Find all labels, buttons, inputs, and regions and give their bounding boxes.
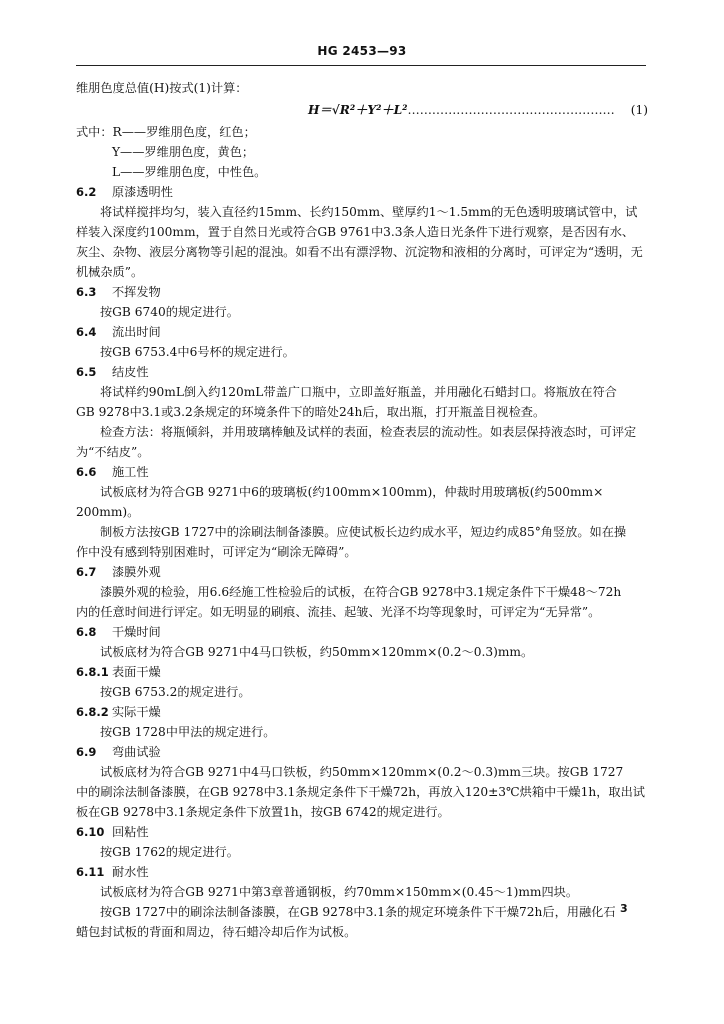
section-number: 6.8.1 [76, 665, 109, 679]
section-number: 6.7 [76, 565, 97, 579]
section-heading-6-5 [76, 362, 648, 382]
paragraph-line: 试板底材为符合GB 9271中第3章普通钢板，约70mm×150mm×(0.45～1)mm四块。 [100, 885, 579, 899]
section-title: 结皮性 [112, 365, 149, 379]
formula-line [76, 98, 648, 122]
section-number: 6.8.2 [76, 705, 109, 719]
standard-code-header: HG 2453—93 [317, 44, 407, 58]
paragraph-line: 按GB 6740的规定进行。 [100, 305, 239, 319]
section-heading-6-10 [76, 822, 648, 842]
paragraph-line: 内的任意时间进行评定。如无明显的刷痕、流挂、起皱、光泽不均等现象时，可评定为“无异常”。 [76, 605, 601, 619]
section-heading-6-8 [76, 622, 648, 642]
section-heading-6-2 [76, 182, 648, 202]
section-number: 6.8 [76, 625, 97, 639]
paragraph-line: 机械杂质”。 [76, 265, 144, 279]
paragraph-line: 试板底材为符合GB 9271中4马口铁板，约50mm×120mm×(0.2～0.3)mm。 [100, 645, 534, 659]
section-heading-6-8-2 [76, 702, 648, 722]
section-number: 6.3 [76, 285, 97, 299]
section-heading-6-6 [76, 462, 648, 482]
section-title: 原漆透明性 [112, 185, 173, 199]
paragraph-line: 按GB 1727中的刷涂法制备漆膜，在GB 9278中3.1条的规定环境条件下干燥72h后，用融化石 [100, 905, 616, 919]
section-number: 6.11 [76, 865, 105, 879]
paragraph-line: 蜡包封试板的背面和周边，待石蜡冷却后作为试板。 [76, 925, 357, 939]
paragraph-line: 按GB 6753.2的规定进行。 [100, 685, 251, 699]
paragraph-line: 检查方法：将瓶倾斜，并用玻璃棒触及试样的表面，检查表层的流动性。如表层保持液态时，可评定 [100, 425, 637, 439]
page-number: 3 [620, 902, 628, 915]
document-body [76, 78, 648, 942]
section-title: 干燥时间 [112, 625, 161, 639]
section-heading-6-4 [76, 322, 648, 342]
paragraph-line: 板在GB 9278中3.1条规定条件下放置1h，按GB 6742的规定进行。 [76, 805, 450, 819]
section-title: 施工性 [112, 465, 149, 479]
paragraph-line: 按GB 1762的规定进行。 [100, 845, 239, 859]
formula-number: (1) [630, 103, 648, 117]
section-number: 6.5 [76, 365, 97, 379]
paragraph-line: GB 9278中3.1或3.2条规定的环境条件下的暗处24h后，取出瓶，打开瓶盖目视检查。 [76, 405, 546, 419]
section-title: 流出时间 [112, 325, 161, 339]
formula-leader: …………………………………………… [407, 103, 615, 117]
paragraph-line: 试板底材为符合GB 9271中4马口铁板，约50mm×120mm×(0.2～0.3)mm三块。按GB 1727 [100, 765, 624, 779]
paragraph-line: 200mm)。 [76, 505, 140, 519]
section-heading-6-11 [76, 862, 648, 882]
section-title: 不挥发物 [112, 285, 161, 299]
section-title: 弯曲试验 [112, 745, 161, 759]
section-title: 回粘性 [112, 825, 149, 839]
paragraph-line: 样装入深度约100mm，置于自然日光或符合GB 9761中3.3条人造日光条件下进行观察，是否因有水、 [76, 225, 635, 239]
section-title: 表面干燥 [112, 665, 161, 679]
variable-y: Y——罗维朋色度，黄色； [112, 145, 255, 159]
formula-expression: H＝√R²＋Y²＋L²…………………………………………… [308, 103, 615, 117]
section-heading-6-9 [76, 742, 648, 762]
section-title: 漆膜外观 [112, 565, 161, 579]
paragraph-line: 按GB 1728中甲法的规定进行。 [100, 725, 276, 739]
variable-l: L——罗维朋色度，中性色。 [112, 165, 267, 179]
paragraph-line: 按GB 6753.4中6号杯的规定进行。 [100, 345, 295, 359]
paragraph-line: 制板方法按GB 1727中的涂刷法制备漆膜。应使试板长边约成水平，短边约成85°角竖放。如在操 [100, 525, 627, 539]
paragraph-line: 中的刷涂法制备漆膜，在GB 9278中3.1条规定条件下干燥72h，再放入120±3℃烘箱中干燥1h，取出试 [76, 785, 645, 799]
section-number: 6.9 [76, 745, 97, 759]
paragraph-line: 为“不结皮”。 [76, 445, 150, 459]
section-number: 6.10 [76, 825, 105, 839]
paragraph-line: 将试样搅拌均匀，装入直径约15mm、长约150mm、壁厚约1～1.5mm的无色透明玻璃试管中，试 [100, 205, 638, 219]
paragraph-line: 将试样约90mL倒入约120mL带盖广口瓶中，立即盖好瓶盖，并用融化石蜡封口。将瓶放在符合 [100, 385, 617, 399]
formula-intro: 维朋色度总值(H)按式(1)计算： [76, 81, 248, 95]
header-rule [76, 65, 646, 66]
section-number: 6.4 [76, 325, 97, 339]
paragraph-line: 试板底材为符合GB 9271中6的玻璃板(约100mm×100mm)，仲裁时用玻璃板(约500mm× [100, 485, 604, 499]
section-number: 6.6 [76, 465, 97, 479]
section-heading-6-3 [76, 282, 648, 302]
section-title: 耐水性 [112, 865, 149, 879]
paragraph-line: 漆膜外观的检验，用6.6经施工性检验后的试板，在符合GB 9278中3.1规定条件下干燥48～72h [100, 585, 622, 599]
paragraph-line: 作中没有感到特别困难时，可评定为“刷涂无障碍”。 [76, 545, 357, 559]
section-heading-6-7 [76, 562, 648, 582]
variable-r: 式中：R——罗维朋色度，红色； [76, 125, 256, 139]
section-title: 实际干燥 [112, 705, 161, 719]
section-number: 6.2 [76, 185, 97, 199]
paragraph-line: 灰尘、杂物、液层分离物等引起的混浊。如看不出有漂浮物、沉淀物和液相的分离时，可评定为“透明，无 [76, 245, 643, 259]
section-heading-6-8-1 [76, 662, 648, 682]
